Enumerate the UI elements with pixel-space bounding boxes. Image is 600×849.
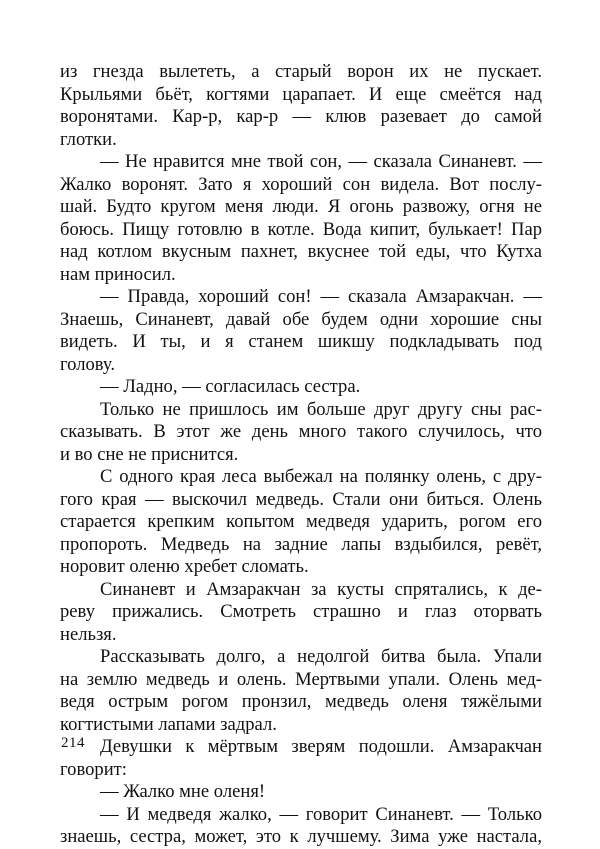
text-line: пропороть. Медведь на задние лапы вздыбился, ревёт, (60, 533, 542, 555)
text-line: — Жалко мне оленя! (100, 781, 266, 802)
text-line: — Ладно, — согласилась сестра. (100, 376, 361, 397)
text-line: глотки. (60, 128, 117, 150)
text-line: — Не нравится мне твой сон, — сказала Синаневт. — (100, 151, 542, 172)
text-line: старается крепким копытом медведя ударить, рогом его (60, 511, 542, 532)
text-line: — Правда, хороший сон! — сказала Амзаракчан. — (100, 286, 542, 307)
text-line: норовит оленю хребет сломать. (60, 556, 309, 577)
text-line: гого края — выскочил медведь. Стали они биться. Олень (60, 488, 542, 510)
text-line: сказывать. В этот же день много такого случилось, что (60, 421, 542, 442)
body-text (60, 61, 542, 849)
text-line: реву прижались. Смотреть страшно и глаз оторвать (60, 601, 542, 622)
text-line: говорит: (60, 758, 127, 780)
text-line: из гнезда вылететь, а старый ворон их не пускает. (60, 61, 542, 82)
text-line: Девушки к мёртвым зверям подошли. Амзаракчан (100, 736, 542, 757)
text-line: — И медведя жалко, — говорит Синаневт. — Только (100, 803, 542, 825)
text-line: голову. (60, 353, 116, 375)
text-line: шай. Будто кругом меня люди. Я огонь развожу, огня не (60, 196, 542, 217)
text-line: боюсь. Пищу готовлю в котле. Вода кипит, булькает! Пар (60, 218, 542, 240)
text-line: когтистыми лапами задрал. (60, 713, 277, 735)
text-line: Знаешь, Синаневт, давай обе будем одни хорошие сны (60, 308, 542, 330)
text-line: Синаневт и Амзаракчан за кусты спрятались, к де- (100, 578, 542, 600)
text-line: видеть. И ты, и я станем шикшу подкладывать под (60, 331, 542, 352)
text-line: Только не пришлось им больше друг другу сны рас- (100, 398, 542, 420)
text-line: Рассказывать долго, а недолгой битва была. Упали (100, 646, 542, 667)
text-line: и во сне не приснится. (60, 443, 239, 465)
text-line: нам приносил. (60, 263, 176, 285)
text-line: знаешь, сестра, может, это к лучшему. Зима уже настала, (60, 826, 542, 847)
text-line: на землю медведь и олень. Мертвыми упали. Олень мед- (60, 668, 542, 690)
text-line: ведя острым рогом пронзил, медведь оленя тяжёлыми (60, 691, 542, 712)
text-line: С одного края леса выбежал на полянку олень, с дру- (100, 466, 542, 487)
text-line: воронятами. Кар-р, кар-р — клюв разевает до самой (60, 106, 542, 127)
text-line: Крыльями бьёт, когтями царапает. И еще смеётся над (60, 83, 542, 105)
text-line: нельзя. (60, 623, 117, 645)
page-number: 214 (61, 735, 85, 751)
text-line: над котлом вкусным пахнет, вкуснее той еды, что Кутха (60, 241, 542, 262)
text-line: Жалко воронят. Зато я хороший сон видела. Вот послу- (60, 173, 542, 195)
